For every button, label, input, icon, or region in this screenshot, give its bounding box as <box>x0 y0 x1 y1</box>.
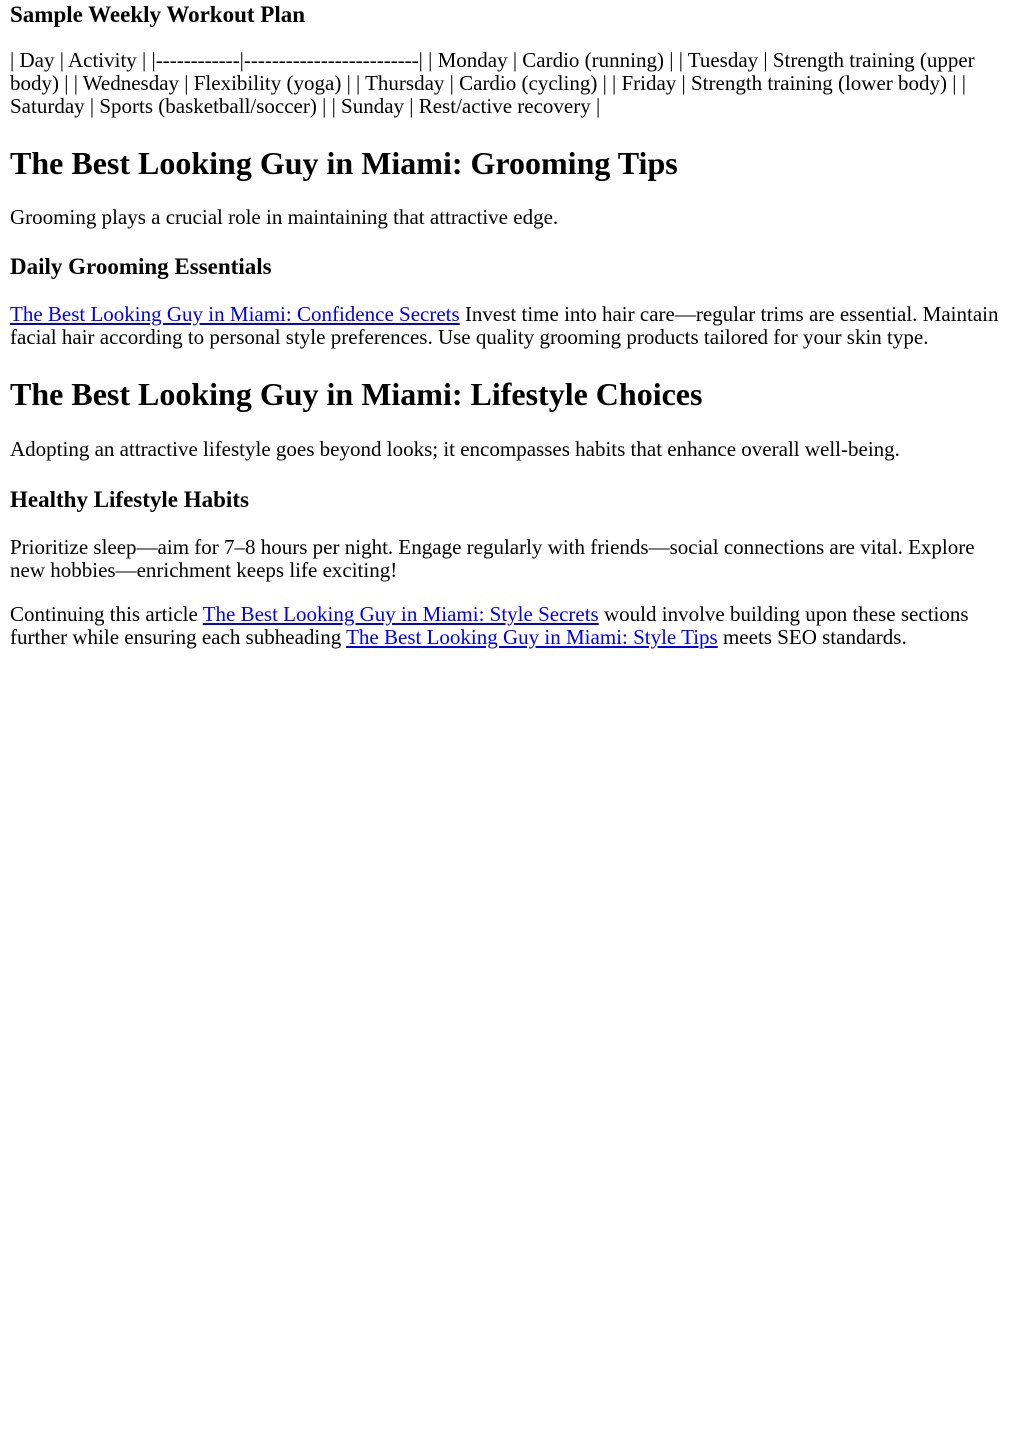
grooming-tips-heading: The Best Looking Guy in Miami: Grooming Tips <box>10 145 678 181</box>
closing-text-3: meets SEO standards. <box>717 625 907 649</box>
article-page <box>0 0 1024 649</box>
closing-paragraph <box>10 603 1014 649</box>
daily-grooming-text: Invest time into hair care—regular trims are essential. Maintain facial hair according to personal style preferences. Use quality grooming products tailored for your skin type. <box>10 302 999 349</box>
closing-text-1: Continuing this article <box>10 602 203 626</box>
style-secrets-link[interactable]: The Best Looking Guy in Miami: Style Secrets <box>202 602 599 626</box>
closing-text-2: would involve building upon these sections further while ensuring each subheading <box>10 602 969 649</box>
healthy-habits-paragraph: Prioritize sleep—aim for 7–8 hours per night. Engage regularly with friends—social connections are vital. Explore new hobbies—enrichment keeps life exciting! <box>10 535 975 582</box>
workout-plan-heading: Sample Weekly Workout Plan <box>10 2 306 27</box>
workout-plan-table-text: | Day | Activity | |------------|-------------------------| | Monday | Cardio (running) | | Tuesday | Strength training (upper body) | | Wednesday | Flexibility (yoga) | | Thursday | Cardio (cycling) | | Friday | Strength training (lower body) | | Saturday | Sports (basketball/soccer) | | Sunday | Rest/active recovery | <box>10 48 975 118</box>
grooming-intro-paragraph: Grooming plays a crucial role in maintaining that attractive edge. <box>10 205 559 229</box>
style-tips-link[interactable]: The Best Looking Guy in Miami: Style Tips <box>346 625 718 649</box>
daily-grooming-paragraph <box>10 303 1014 349</box>
healthy-habits-heading: Healthy Lifestyle Habits <box>10 487 249 512</box>
lifestyle-intro-paragraph: Adopting an attractive lifestyle goes beyond looks; it encompasses habits that enhance overall well-being. <box>10 437 900 461</box>
lifestyle-choices-heading: The Best Looking Guy in Miami: Lifestyle Choices <box>10 376 703 412</box>
confidence-secrets-link[interactable]: The Best Looking Guy in Miami: Confidence Secrets <box>10 302 460 326</box>
daily-grooming-heading: Daily Grooming Essentials <box>10 254 272 279</box>
